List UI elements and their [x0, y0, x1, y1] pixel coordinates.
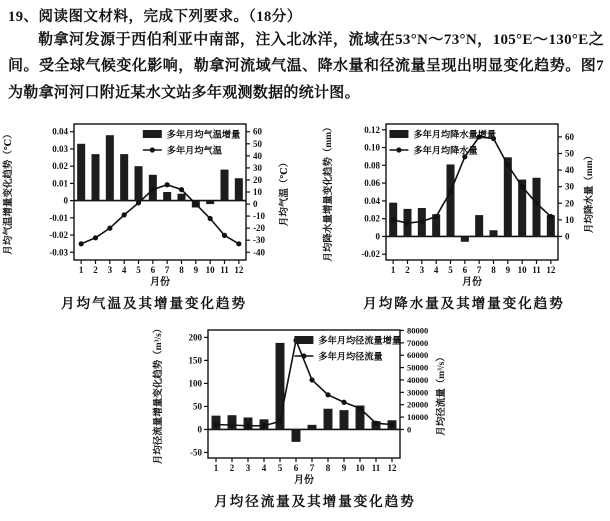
right-axis-label: 月均气温（℃）	[280, 157, 290, 227]
svg-text:10: 10	[565, 214, 574, 225]
line-marker	[405, 221, 410, 226]
svg-text:0: 0	[407, 424, 412, 435]
svg-text:0.02: 0.02	[364, 213, 380, 224]
bar	[308, 425, 317, 430]
runoff-chart	[150, 320, 480, 510]
x-axis-title: 月份	[462, 277, 482, 288]
svg-text:30: 30	[253, 162, 262, 173]
temperature-chart-title: 月均气温及其增量变化趋势	[61, 296, 247, 311]
line-marker	[309, 377, 314, 382]
svg-text:10: 10	[205, 265, 215, 275]
temperature-chart-canvas	[0, 112, 308, 292]
svg-text:6: 6	[293, 463, 299, 473]
line-marker	[193, 201, 198, 206]
svg-text:40000: 40000	[407, 374, 429, 385]
plot-frame	[386, 124, 558, 260]
svg-text:10: 10	[517, 265, 527, 275]
svg-text:0.12: 0.12	[364, 124, 380, 135]
svg-text:-40: -40	[253, 247, 265, 258]
line-marker	[165, 182, 170, 187]
bar	[106, 135, 114, 200]
svg-text:4: 4	[433, 265, 439, 275]
bar	[163, 192, 171, 201]
svg-text:10: 10	[355, 463, 365, 473]
svg-text:9: 9	[341, 463, 347, 473]
svg-text:50: 50	[253, 138, 262, 149]
svg-text:12: 12	[546, 265, 556, 275]
svg-text:12: 12	[387, 463, 397, 473]
intro-paragraph: 勒拿河发源于西伯利亚中南部，注入北冰洋，流域在53°N～73°N，105°E～130°E之间。受全球气候变化影响，勒拿河流域气温、降水量和径流量呈现出明显变化趋势。图7为勒拿河河口附近某水文站多年观测数据的统计图。	[8, 32, 604, 101]
line-marker	[150, 187, 155, 192]
svg-text:70000: 70000	[407, 337, 429, 348]
bar	[235, 178, 243, 200]
svg-text:80000: 80000	[407, 325, 429, 336]
legend-bar-swatch	[143, 130, 162, 138]
svg-text:6: 6	[462, 265, 468, 275]
svg-text:40: 40	[565, 165, 574, 176]
svg-text:-10: -10	[253, 211, 265, 222]
svg-text:0.08: 0.08	[364, 160, 380, 171]
left-axis-label: 月均降水量增量变化趋势（mm）	[324, 122, 334, 262]
line-marker	[245, 423, 250, 428]
line-marker	[229, 423, 234, 428]
line-marker	[236, 241, 241, 246]
svg-text:8: 8	[491, 265, 496, 275]
svg-text:200: 200	[188, 332, 202, 343]
svg-text:11: 11	[220, 265, 229, 275]
svg-text:9: 9	[505, 265, 511, 275]
svg-text:50000: 50000	[407, 362, 429, 373]
svg-text:8: 8	[179, 265, 184, 275]
svg-text:20: 20	[253, 174, 262, 185]
svg-text:2: 2	[405, 265, 410, 275]
bar	[292, 429, 301, 441]
svg-text:7: 7	[476, 265, 482, 275]
svg-text:0: 0	[63, 195, 68, 206]
svg-text:0: 0	[565, 231, 570, 242]
line-marker	[534, 201, 539, 206]
svg-text:-0.03: -0.03	[49, 247, 68, 258]
right-axis	[246, 127, 290, 258]
line-marker	[391, 217, 396, 222]
svg-text:8: 8	[325, 463, 331, 473]
svg-text:0.01: 0.01	[52, 178, 68, 189]
x-axis-title: 月份	[294, 475, 314, 486]
runoff-chart-title: 月均径流量及其增量变化趋势	[214, 494, 416, 509]
legend-bar-swatch	[389, 130, 408, 138]
line-marker	[179, 187, 184, 192]
runoff-chart-canvas	[150, 320, 480, 490]
bar	[120, 154, 128, 200]
bar	[461, 236, 469, 241]
svg-text:60: 60	[565, 131, 574, 142]
line-marker	[505, 162, 510, 167]
bar	[340, 410, 349, 429]
svg-text:60000: 60000	[407, 350, 429, 361]
line-marker	[277, 419, 282, 424]
svg-text:1: 1	[390, 265, 396, 275]
svg-text:5: 5	[277, 463, 283, 473]
svg-text:7: 7	[309, 463, 315, 473]
svg-text:11: 11	[371, 463, 381, 473]
right-axis-label: 月均径流量（m³/s）	[437, 352, 447, 436]
bar	[475, 215, 483, 236]
svg-text:40: 40	[253, 150, 262, 161]
svg-text:12: 12	[234, 265, 244, 275]
left-axis-label: 月均气温增量变化趋势（℃）	[4, 129, 14, 255]
bar	[489, 230, 497, 236]
svg-text:3: 3	[107, 265, 113, 275]
svg-text:1: 1	[78, 265, 84, 275]
svg-text:0: 0	[253, 199, 258, 210]
svg-text:50: 50	[193, 401, 202, 412]
left-axis	[322, 122, 386, 261]
legend-line-label: 多年月均降水量	[413, 145, 478, 156]
precipitation-chart	[320, 112, 608, 312]
x-axis	[214, 458, 397, 486]
svg-text:0.06: 0.06	[364, 178, 380, 189]
svg-text:-0.01: -0.01	[49, 212, 68, 223]
svg-text:150: 150	[188, 355, 202, 366]
line-marker	[434, 214, 439, 219]
svg-text:20000: 20000	[407, 399, 429, 410]
bar	[532, 178, 540, 237]
svg-text:60: 60	[253, 126, 262, 137]
line-marker	[208, 216, 213, 221]
plot-frame	[74, 124, 246, 260]
svg-text:0.04: 0.04	[52, 126, 68, 137]
right-axis-label: 月均降水量（mm）	[585, 150, 595, 234]
line-marker	[79, 241, 84, 246]
right-axis	[558, 132, 595, 242]
line-marker	[261, 423, 266, 428]
svg-text:2: 2	[229, 463, 235, 473]
temperature-chart	[0, 112, 308, 312]
line-marker	[93, 235, 98, 240]
svg-text:-30: -30	[253, 235, 265, 246]
svg-text:100: 100	[188, 378, 202, 389]
x-axis-title: 月份	[150, 277, 170, 288]
left-axis	[2, 127, 74, 258]
line-marker	[373, 421, 378, 426]
legend-line-label: 多年月均径流量	[318, 351, 383, 362]
svg-text:7: 7	[164, 265, 170, 275]
svg-text:0.10: 0.10	[364, 142, 380, 153]
x-axis	[79, 260, 244, 288]
legend-bar-label: 多年月均径流量增量	[318, 335, 402, 346]
svg-text:-20: -20	[253, 223, 265, 234]
bar	[177, 194, 185, 201]
right-axis	[400, 325, 447, 435]
legend-bar-label: 多年月均气温增量	[166, 129, 241, 140]
svg-text:1: 1	[213, 463, 219, 473]
bar	[324, 409, 333, 430]
svg-text:50: 50	[565, 148, 574, 159]
line-marker	[325, 392, 330, 397]
svg-text:4: 4	[261, 463, 267, 473]
bar	[77, 144, 85, 201]
question-number-line: 19、阅读图文材料，完成下列要求。（18分）	[8, 9, 302, 25]
svg-text:5: 5	[136, 265, 141, 275]
precipitation-chart-title: 月均降水量及其增量变化趋势	[363, 296, 565, 311]
svg-text:9: 9	[193, 265, 199, 275]
svg-text:11: 11	[532, 265, 541, 275]
svg-text:0.03: 0.03	[52, 143, 68, 154]
line-marker	[520, 184, 525, 189]
precipitation-chart-canvas	[320, 112, 608, 292]
svg-text:3: 3	[419, 265, 425, 275]
bar	[446, 164, 454, 236]
line-marker	[357, 406, 362, 411]
svg-text:0: 0	[375, 231, 380, 242]
svg-text:30000: 30000	[407, 387, 429, 398]
legend-bar-swatch	[294, 336, 313, 344]
svg-text:10: 10	[253, 187, 262, 197]
line-marker	[548, 214, 553, 219]
svg-text:6: 6	[150, 265, 156, 275]
bar	[134, 166, 142, 200]
bar	[220, 170, 228, 201]
svg-text:-0.02: -0.02	[49, 230, 68, 241]
bar	[276, 343, 285, 430]
line-marker	[107, 226, 112, 231]
svg-text:0: 0	[197, 424, 202, 435]
bar	[91, 154, 99, 200]
svg-text:30: 30	[565, 181, 574, 192]
line-marker	[136, 200, 141, 205]
charts-row	[0, 112, 610, 312]
svg-text:5: 5	[448, 265, 453, 275]
legend-bar-label: 多年月均降水量增量	[413, 129, 497, 140]
line-marker	[122, 212, 127, 217]
svg-text:4: 4	[121, 265, 127, 275]
svg-text:-50: -50	[190, 447, 202, 458]
left-axis	[152, 324, 208, 465]
line-marker	[448, 189, 453, 194]
svg-text:0.02: 0.02	[52, 161, 68, 172]
line-marker	[419, 219, 424, 224]
svg-text:10000: 10000	[407, 412, 429, 423]
svg-text:-0.02: -0.02	[361, 249, 380, 260]
bar	[206, 201, 214, 204]
plot-frame	[208, 330, 400, 458]
line-marker	[213, 422, 218, 427]
legend-line-label: 多年月均气温	[166, 145, 222, 156]
line-marker	[341, 400, 346, 405]
line-marker	[389, 422, 394, 427]
left-axis-label: 月均径流量增量变化趋势（m³/s）	[154, 323, 164, 465]
line-marker	[222, 233, 227, 238]
x-axis	[391, 260, 556, 288]
svg-text:3: 3	[245, 463, 251, 473]
svg-text:2: 2	[93, 265, 98, 275]
svg-text:0.04: 0.04	[364, 195, 380, 206]
svg-text:20: 20	[565, 198, 574, 209]
